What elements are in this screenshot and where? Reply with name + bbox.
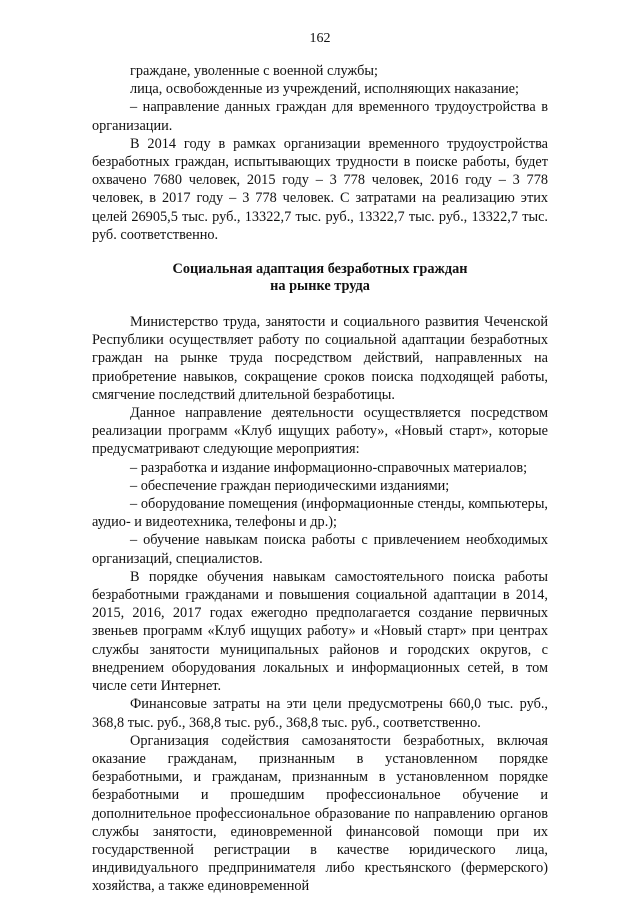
section-heading-line-2: на рынке труда: [270, 278, 370, 295]
paragraph-2014-temporary-employment: В 2014 году в рамках организации временного трудоустройства безработных граждан, испытывающих трудности в поиске работы, будет охвачено 7680 человек, 2015 году – 3 778 человек, 2016 году – 3 778 человек, в 2017 году – 3 778 человек. С затратами на реализацию этих целей 26905,5 тыс. руб., 13322,7 тыс. руб., 13322,7 тыс. руб., 13322,7 тыс. руб. соответственно.: [92, 135, 548, 243]
list-item-periodicals: – обеспечение граждан периодическими изданиями;: [130, 477, 450, 494]
page-number: 162: [309, 31, 331, 46]
section-heading-line-1: Социальная адаптация безработных граждан: [172, 261, 468, 278]
paragraph-discharged-military: граждане, уволенные с военной службы;: [130, 63, 378, 79]
paragraph-financial-costs: Финансовые затраты на эти цели предусмотрены 660,0 тыс. руб., 368,8 тыс. руб., 368,8 тыс. руб., 368,8 тыс. руб., соответственно.: [92, 696, 548, 731]
paragraph-released-prisoners: лица, освобожденные из учреждений, исполняющих наказание;: [130, 81, 519, 98]
paragraph-self-employment: Организация содействия самозанятости безработных, включая оказание гражданам, признанным в установленном порядке безработными, и гражданам, признанным в установленном порядке безработными и прошедшим профессиональное обучение и дополнительное профессиональное образование по направлению органов службы занятости, единовременной финансовой помощи при их государственной регистрации в качестве юридического лица, индивидуального предпринимателя либо крестьянского (фермерского) хозяйства, а также единовременной: [92, 732, 548, 895]
list-item-job-search-training: – обучение навыкам поиска работы с привлечением необходимых организаций, специалистов.: [92, 532, 548, 567]
list-item-materials: – разработка и издание информационно-справочных материалов;: [130, 459, 528, 476]
paragraph-ministry-work: Министерство труда, занятости и социального развития Чеченской Республики осуществляет работу по социальной адаптации безработных граждан на рынке труда посредством действий, направленных на приобретение навыков, сокращение сроков поиска подходящей работы, смягчение последствий длительной безработицы.: [92, 314, 548, 403]
list-item-equipment: – оборудование помещения (информационные стенды, компьютеры, аудио- и видеотехника, телефоны и др.);: [92, 496, 548, 531]
paragraph-temporary-employment-referral: – направление данных граждан для временного трудоустройства в организации.: [92, 99, 548, 134]
paragraph-programs-intro: Данное направление деятельности осуществляется посредством реализации программ «Клуб ищущих работу», «Новый старт», которые предусматривают следующие мероприятия:: [92, 405, 548, 458]
document-page: [92, 30, 548, 896]
paragraph-job-club-creation: В порядке обучения навыкам самостоятельного поиска работы безработными гражданами и повышения социальной адаптации в 2014, 2015, 2016, 2017 годах ежегодно предполагается создание первичных звеньев программ «Клуб ищущих работу» и «Новый старт» при центрах службы занятости муниципальных районов и городских округов, с внедрением оборудования локальных и информационных сетей, в том числе сети Интернет.: [92, 568, 548, 695]
section-heading: [92, 261, 548, 295]
